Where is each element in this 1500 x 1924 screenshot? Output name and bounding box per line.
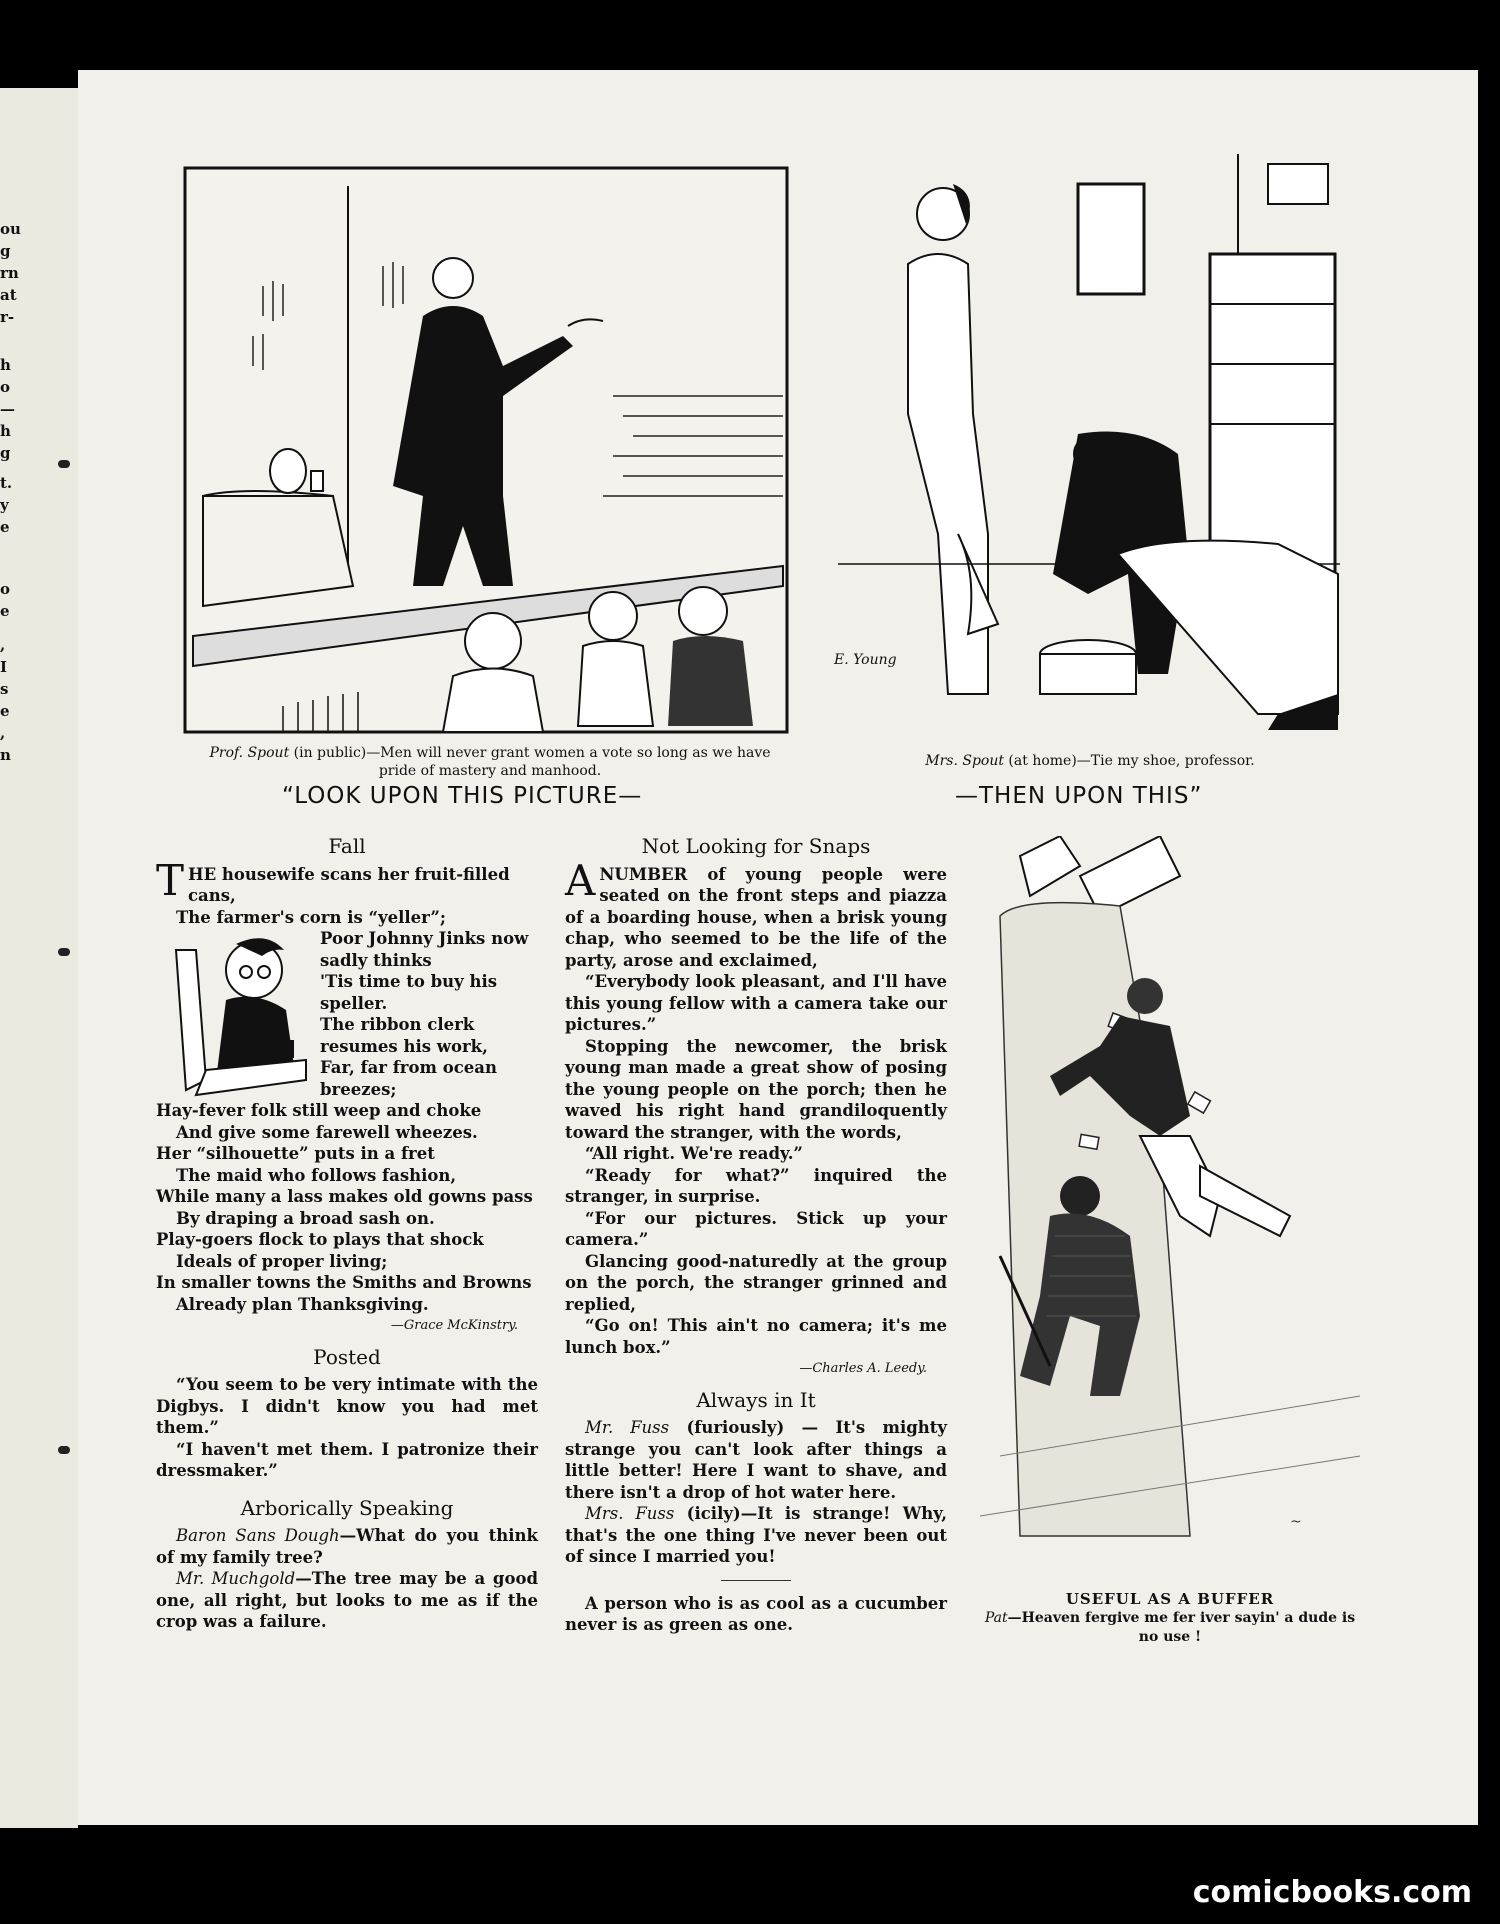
- right-headline: —THEN UPON THIS”: [955, 783, 1203, 809]
- poem-line: The farmer's corn is “yeller”;: [176, 907, 447, 927]
- always-paragraph: Mrs. Fuss (icily)—It is strange! Why, that's the one thing I've never been out of since I married you!: [565, 1504, 947, 1566]
- cartoon-prof-spout-lecture: [183, 166, 789, 734]
- poem-line: Play-goers flock to plays that shock: [156, 1230, 484, 1249]
- poem-line: In smaller towns the Smiths and Browns: [156, 1273, 532, 1292]
- arborically-title: Arborically Speaking: [240, 1495, 454, 1520]
- snaps-paragraph: Stopping the newcomer, the brisk young man made a great show of posing the young people on the porch; then he waved his right hand grandiloquently toward the stranger, with the words,: [565, 1036, 947, 1142]
- snaps-paragraph: “All right. We're ready.”: [585, 1144, 803, 1163]
- poem-line: 'Tis time to buy his speller.: [320, 972, 498, 1013]
- cartoon-useful-as-buffer: [960, 836, 1365, 1576]
- fall-signature: —Grace McKinstry.: [390, 1318, 518, 1333]
- edge-text-column: ou g rn at r- h o — h g t. y e o e , I s e , n: [0, 220, 21, 764]
- binding-staple: [58, 1446, 70, 1454]
- fall-poem: [156, 855, 538, 1316]
- poem-line: Hay-fever folk still weep and choke: [156, 1101, 482, 1120]
- column-middle: [565, 830, 947, 1636]
- snaps-paragraph: “Ready for what?” inquired the stranger, in surprise.: [565, 1165, 947, 1206]
- snaps-paragraph: A NUMBER of young people were seated on the front steps and piazza of a boarding house, when a brisk young chap, who seemed to be the life of the party, arose and exclaimed,: [565, 855, 947, 970]
- right-cartoon-caption: [880, 752, 1300, 770]
- cucumber-paragraph: A person who is as cool as a cucumber never is as green as one.: [565, 1593, 947, 1634]
- artist-signature: E. Young: [834, 652, 897, 668]
- binding-staple: [58, 460, 70, 468]
- poem-line: By draping a broad sash on.: [176, 1208, 435, 1228]
- snaps-title: Not Looking for Snaps: [641, 834, 871, 858]
- caption-speaker: Prof. Spout: [209, 745, 290, 761]
- arborically-paragraph: Baron Sans Dough—What do you think of my family tree?: [156, 1526, 538, 1567]
- left-page-edge: [0, 88, 78, 1828]
- left-headline: “LOOK UPON THIS PICTURE—: [282, 783, 643, 809]
- caption-text: (at home)—Tie my shoe, professor.: [1003, 753, 1255, 769]
- arborically-paragraph: Mr. Muchgold—The tree may be a good one, all right, but looks to me as if the crop was a failure.: [156, 1569, 539, 1631]
- fall-title: Fall: [328, 834, 366, 858]
- poem-line: While many a lass makes old gowns pass: [156, 1187, 533, 1206]
- poem-line: Already plan Thanksgiving.: [176, 1294, 429, 1314]
- poem-line: The maid who follows fashion,: [176, 1165, 457, 1185]
- posted-paragraph: “You seem to be very intimate with the Digbys. I didn't know you had met them.”: [156, 1375, 538, 1437]
- always-title: Always in It: [696, 1387, 816, 1412]
- binding-staple: [58, 948, 70, 956]
- buffer-text: Pat—Heaven fergive me fer iver sayin' a dude is no use !: [984, 1610, 1356, 1645]
- snaps-paragraph: Glancing good-naturedly at the group on the porch, the stranger grinned and replied,: [565, 1251, 947, 1314]
- site-watermark: comicbooks.com: [1192, 1875, 1472, 1910]
- posted-title: Posted: [313, 1344, 381, 1369]
- caption-speaker: Mrs. Spout: [925, 753, 1004, 769]
- fall-dropcap: T: [156, 855, 185, 905]
- poem-line: Far, far from ocean breezes;: [320, 1058, 497, 1099]
- poem-line: The ribbon clerk resumes his work,: [320, 1015, 488, 1056]
- svg-text:~: ~: [1290, 1514, 1302, 1530]
- poem-line: Poor Johnny Jinks now sadly thinks: [320, 929, 529, 970]
- snaps-paragraph: “Everybody look pleasant, and I'll have this young fellow with a camera take our pictures.”: [565, 972, 947, 1034]
- snaps-paragraph: “Go on! This ain't no camera; it's me lunch box.”: [565, 1316, 947, 1357]
- johnny-jinks-illustration: [166, 930, 314, 1100]
- poem-line: HE housewife scans her fruit-filled cans,: [188, 864, 510, 905]
- snaps-paragraph: “For our pictures. Stick up your camera.”: [565, 1208, 947, 1249]
- poem-line: Ideals of proper living;: [176, 1251, 388, 1271]
- left-cartoon-caption: [190, 744, 790, 780]
- caption-text: (in public)—Men will never grant women a vote so long as we have pride of mastery and manhood.: [289, 745, 771, 779]
- poem-line: Her “silhouette” puts in a fret: [156, 1144, 435, 1163]
- always-paragraph: Mr. Fuss (furiously) — It's mighty strange you can't look after things a little better! Here I want to shave, and there isn't a drop of hot water here.: [565, 1418, 947, 1502]
- column-left: [156, 830, 538, 1633]
- cartoon-mrs-spout-home: [838, 154, 1340, 730]
- buffer-title: USEFUL AS A BUFFER: [1065, 1590, 1275, 1608]
- poem-line: And give some farewell wheezes.: [176, 1122, 478, 1142]
- snaps-signature: —Charles A. Leedy.: [799, 1361, 927, 1376]
- divider-rule: [721, 1580, 791, 1581]
- posted-paragraph: “I haven't met them. I patronize their dressmaker.”: [156, 1439, 538, 1480]
- buffer-caption: [975, 1590, 1365, 1647]
